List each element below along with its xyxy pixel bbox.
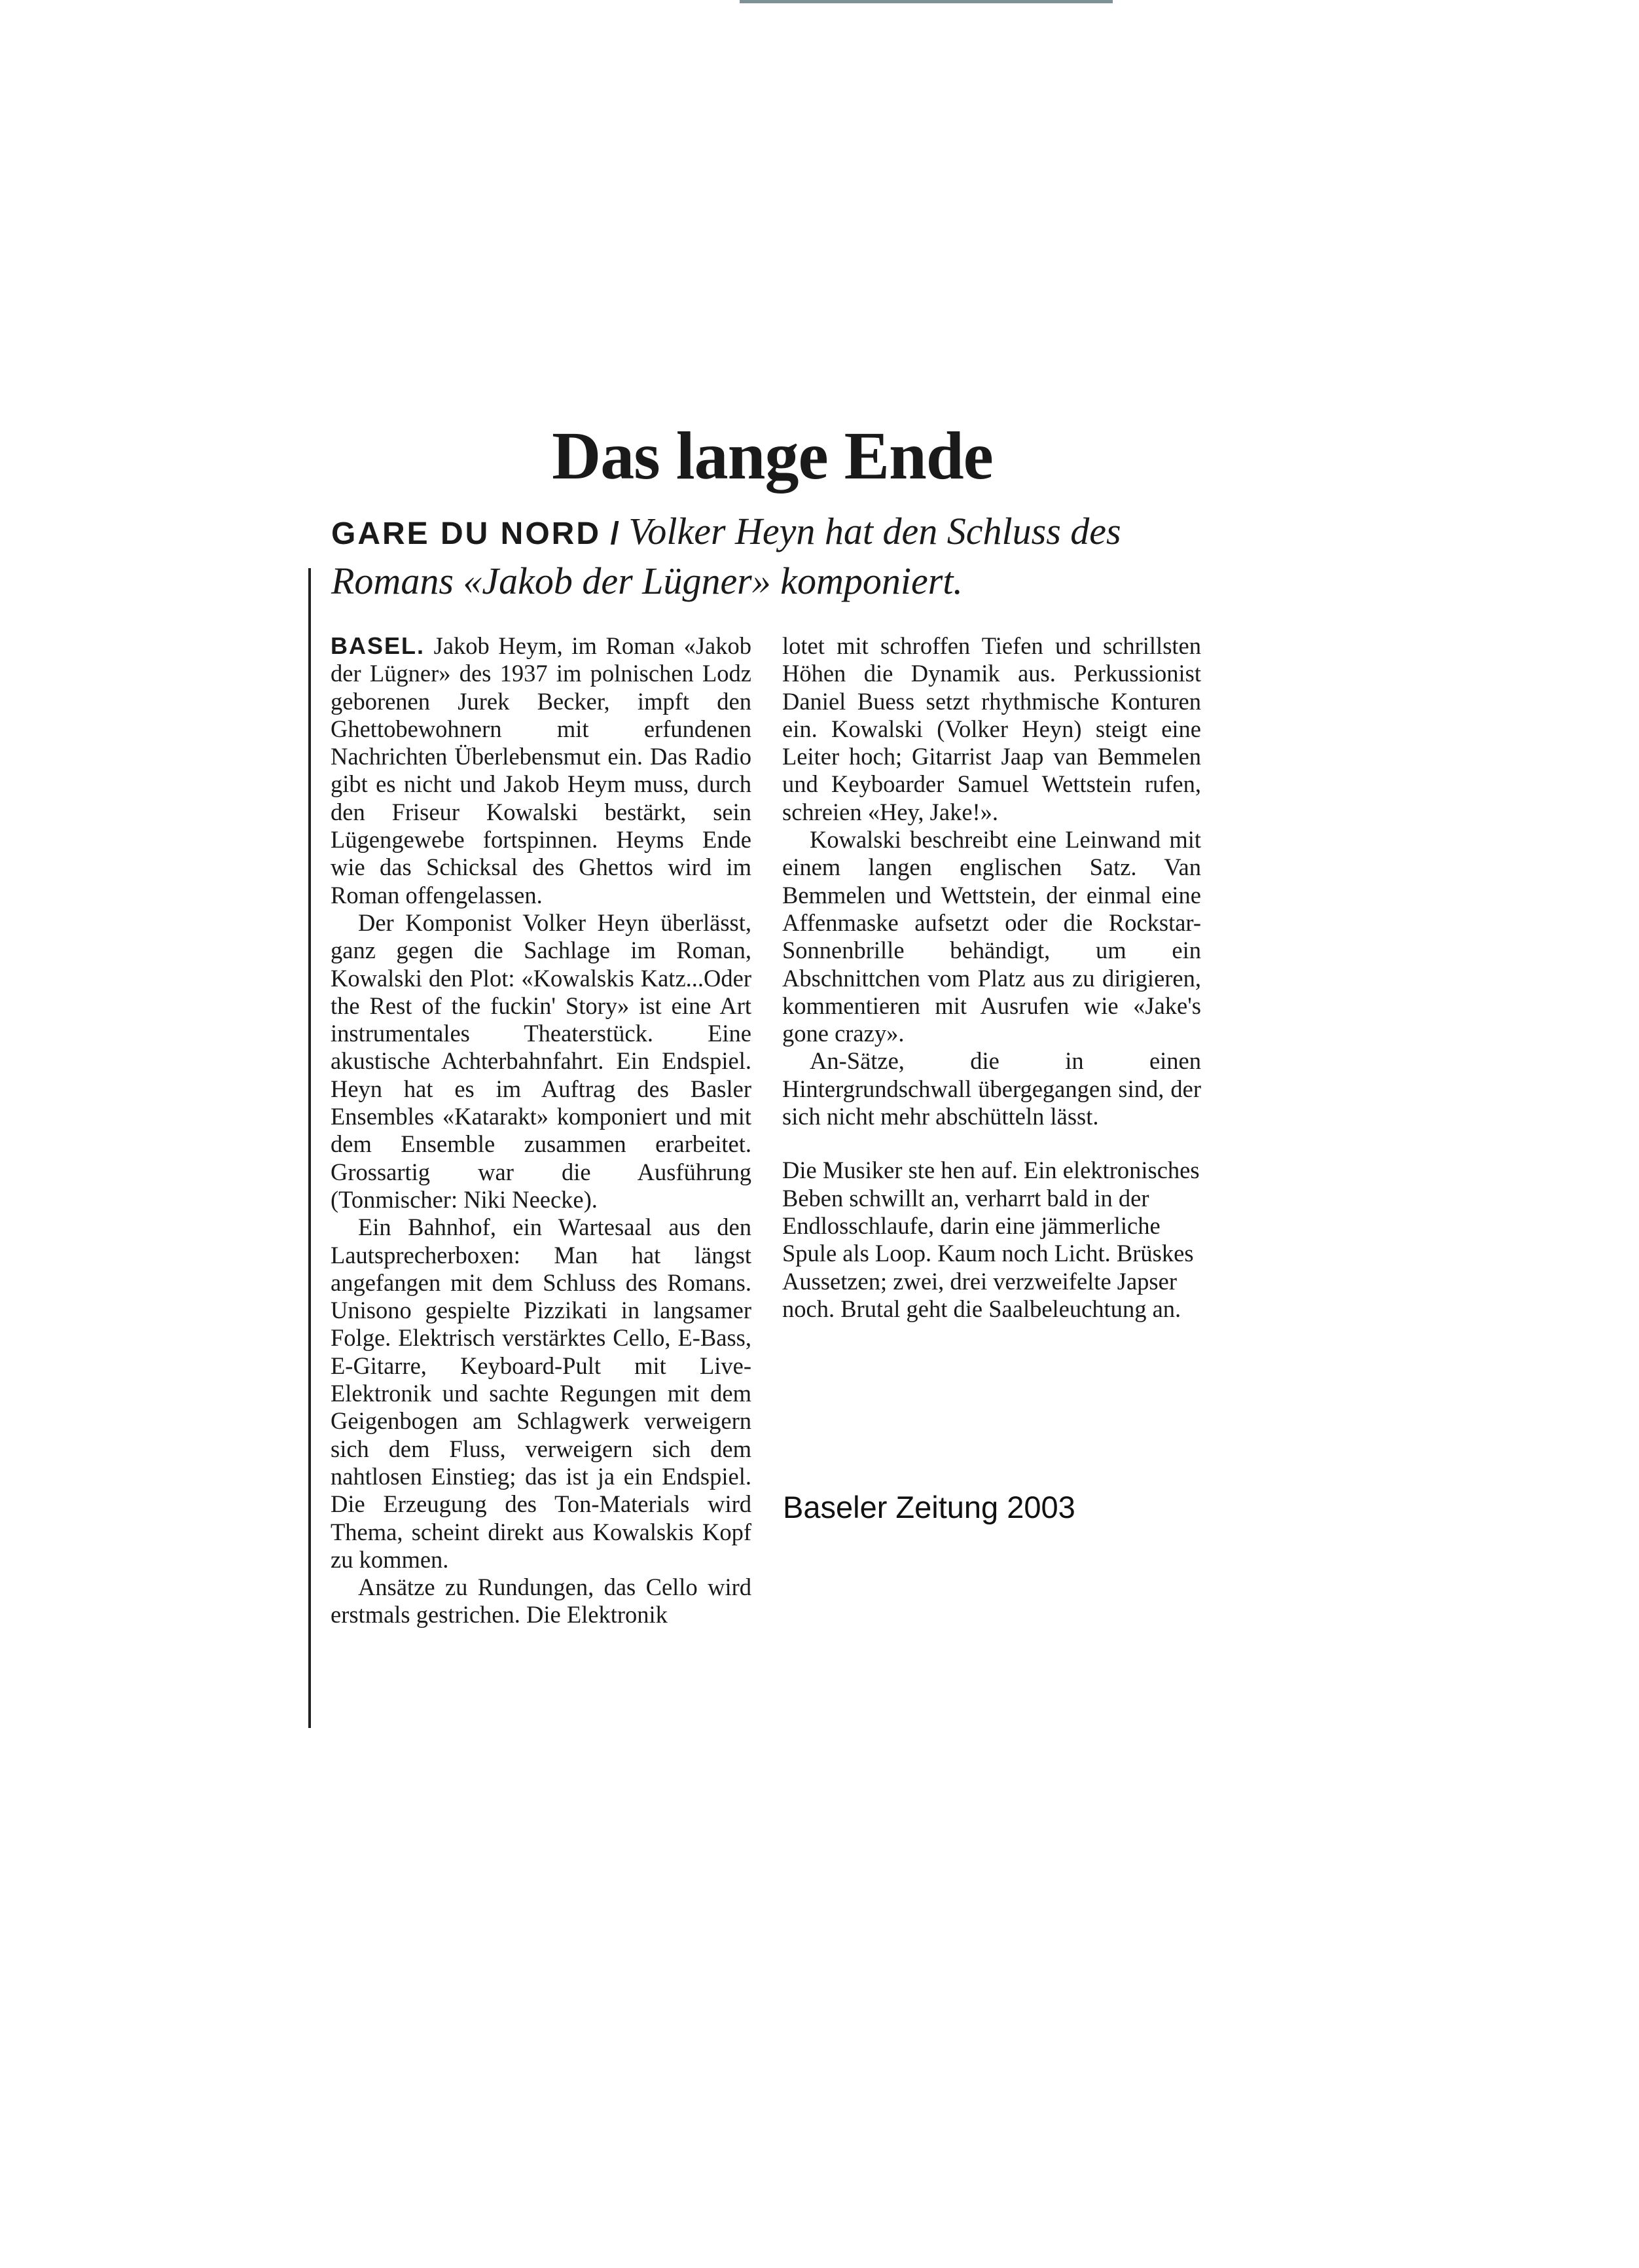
paragraph [331, 632, 751, 909]
paragraph: An-Sätze, die in einen Hintergrundschwall übergegangen sind, der sich nicht mehr abschütteln lässt. [782, 1047, 1201, 1130]
rubric-separator: / [610, 516, 619, 551]
paragraph: lotet mit schroffen Tiefen und schrillsten Höhen die Dynamik aus. Perkussionist Daniel Buess setzt rhythmische Konturen ein. Kowalski (Volker Heyn) steigt eine Leiter hoch; Gitarrist Jaap van Bemmelen und Keyboarder Samuel Wettstein rufen, schreien «Hey, Jake!». [782, 632, 1201, 825]
paragraph: Der Komponist Volker Heyn überlässt, ganz gegen die Sachlage im Roman, Kowalski den Plot: «Kowalskis Katz...Oder the Rest of the fuckin' Story» ist eine Art instrumentales Theaterstück. Eine akustische Achterbahnfahrt. Ein Endspiel. Heyn hat es im Auftrag des Basler Ensembles «Katarakt» komponiert und mit dem Ensemble zusammen erarbeitet. Grossartig war die Ausführung (Tonmischer: Niki Neecke). [331, 909, 751, 1213]
paragraph: Ein Bahnhof, ein Wartesaal aus den Lautsprecherboxen: Man hat längst angefangen mit dem Schluss des Romans. Unisono gespielte Pizzikati in langsamer Folge. Elektrisch verstärktes Cello, E-Bass, E-Gitarre, Keyboard-Pult mit Live-Elektronik und sachte Regungen mit dem Geigenbogen am Schlagwerk verweigern sich dem Fluss, verweigern sich dem nahtlosen Einstieg; das ist ja ein Endspiel. Die Erzeugung des Ton-Materials wird Thema, scheint direkt aus Kowalskis Kopf zu kommen. [331, 1214, 751, 1573]
headline: Das lange Ende [552, 418, 993, 494]
kicker [331, 508, 1221, 605]
dateline: BASEL. [331, 632, 425, 659]
paragraph: Kowalski beschreibt eine Leinwand mit einem langen englischen Satz. Van Bemmelen und Wettstein, der einmal eine Affenmaske aufsetzt oder die Rockstar-Sonnenbrille behändigt, um ein Abschnittchen vom Platz aus zu dirigieren, kommentieren mit Ausrufen wie «Jake's gone crazy». [782, 826, 1201, 1047]
paragraph: Ansätze zu Rundungen, das Cello wird erstmals gestrichen. Die Elektronik [331, 1574, 751, 1629]
source-credit: Baseler Zeitung 2003 [783, 1490, 1075, 1524]
column-rule [308, 568, 311, 1728]
addendum-paragraph: Die Musiker ste hen auf. Ein elektronisches Beben schwillt an, verharrt bald in der Endlosschlaufe, darin eine jämmerliche Spule als Loop. Kaum noch Licht. Brüskes Aussetzen; zwei, drei verzweifelte Japser noch. Brutal geht die Saalbeleuchtung an. [782, 1157, 1200, 1322]
deck: Volker Heyn hat den Schluss des Romans «Jakob der Lügner» komponiert. [331, 510, 1121, 602]
article-column-left [331, 632, 751, 1629]
scan-edge-line [740, 0, 1113, 3]
article-column-right [782, 632, 1201, 1323]
paragraph-text: Jakob Heym, im Roman «Jakob der Lügner» des 1937 im polnischen Lodz geborenen Jurek Becker, impft den Ghettobewohnern mit erfundenen Nachrichten Überlebensmut ein. Das Radio gibt es nicht und Jakob Heym muss, durch den Friseur Kowalski bestärkt, sein Lügengewebe fortspinnen. Heyms Ende wie das Schicksal des Ghettos wird im Roman offengelassen. [331, 632, 751, 909]
rubric: GARE DU NORD [331, 516, 602, 551]
